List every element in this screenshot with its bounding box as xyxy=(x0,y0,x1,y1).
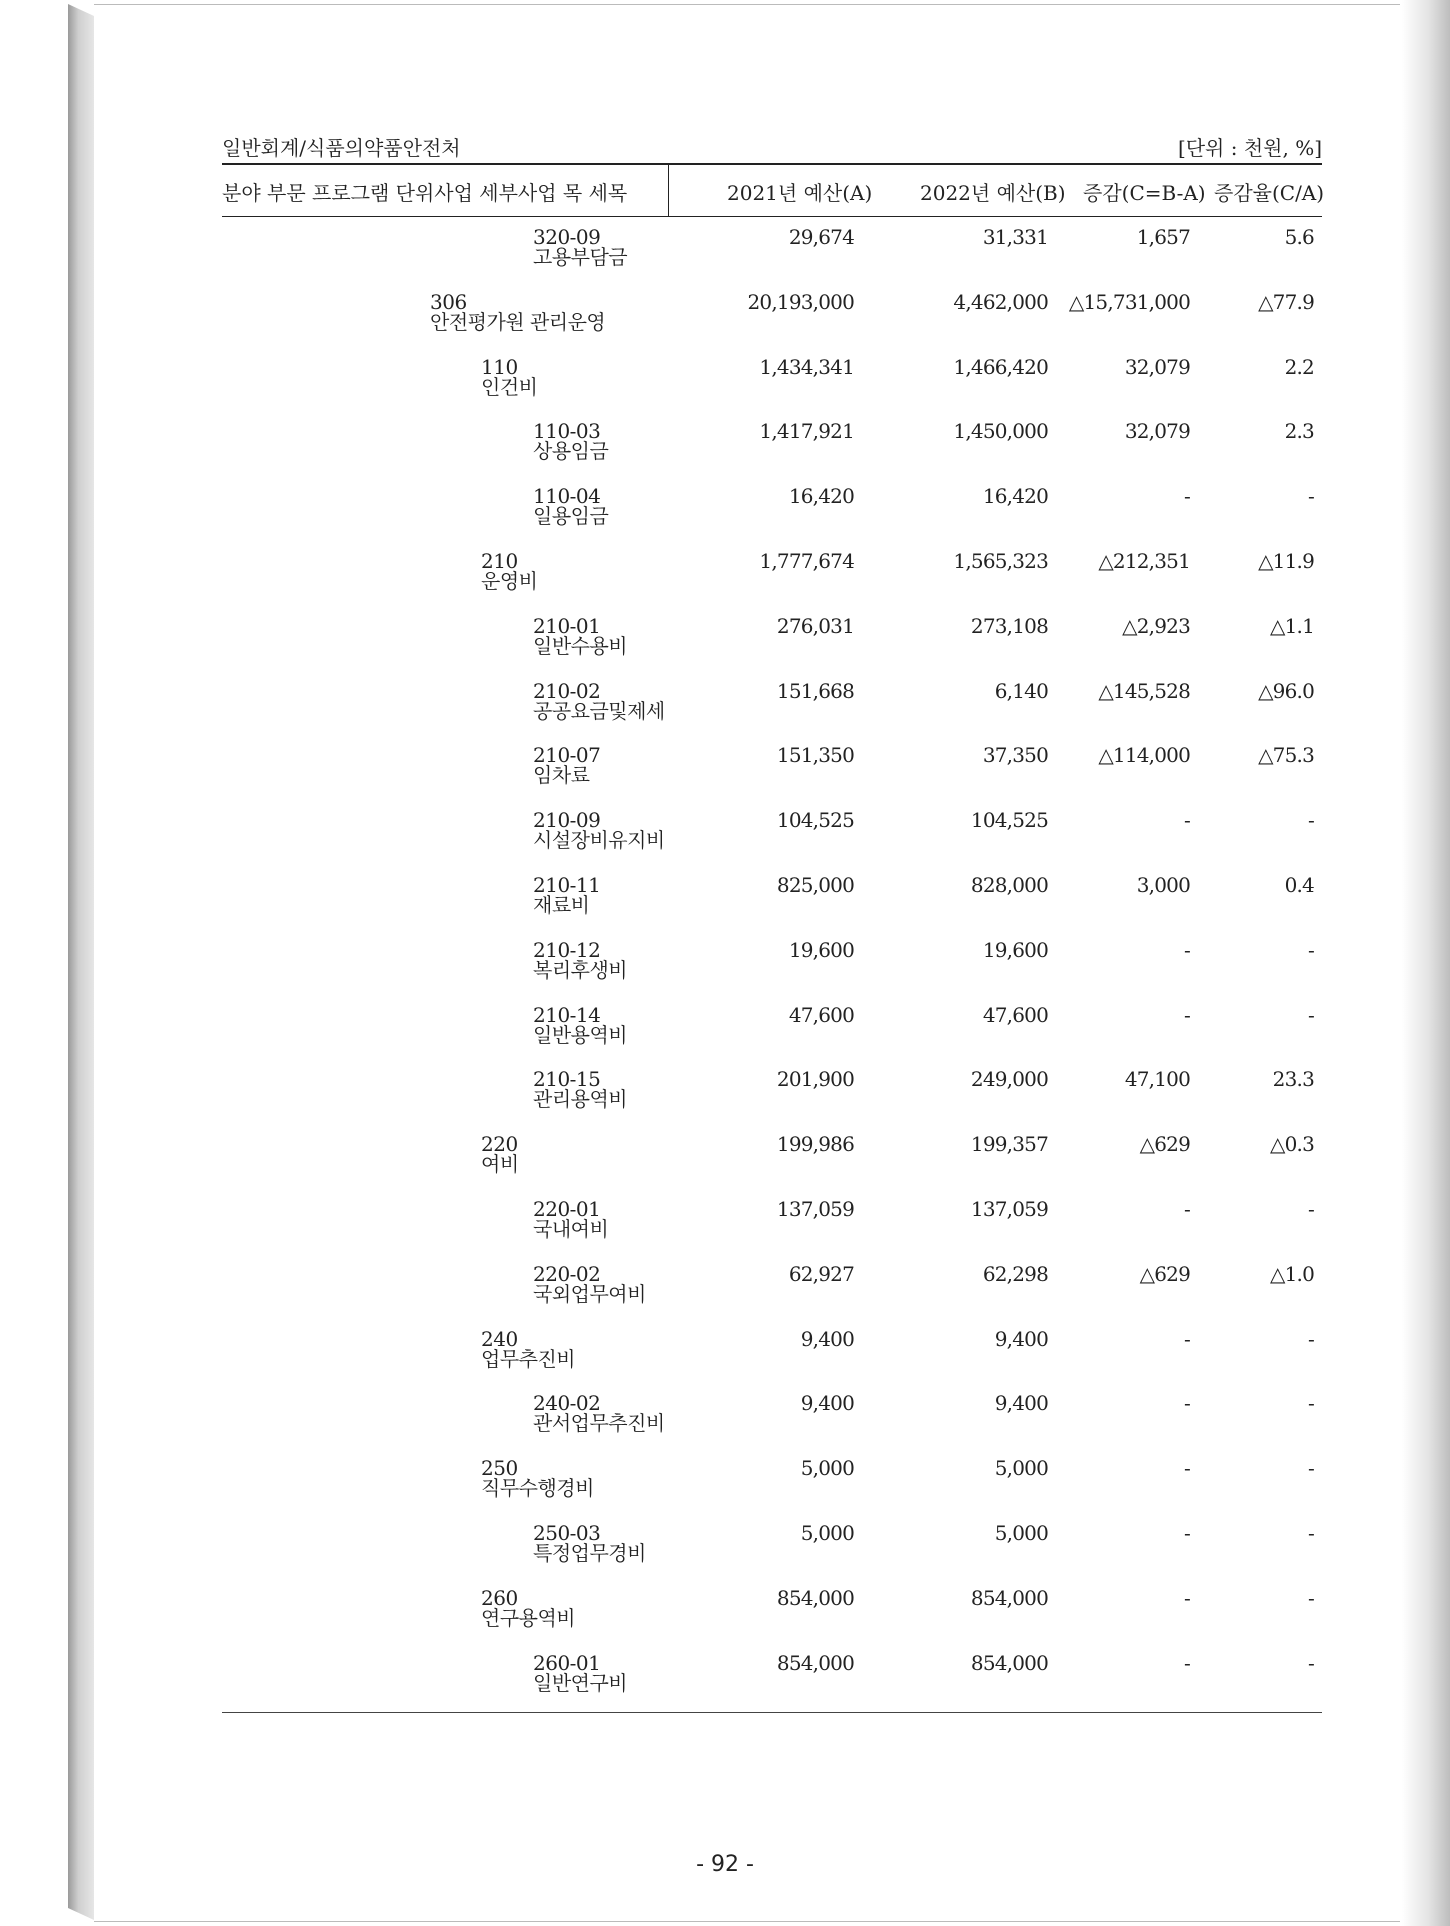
row-label: 일반연구비 xyxy=(533,1670,628,1695)
budget-2022-cell: 16,420 xyxy=(982,484,1048,509)
row-label: 시설장비유지비 xyxy=(533,828,665,853)
change-cell: - xyxy=(1184,1326,1190,1351)
row-code: 220 xyxy=(481,1132,518,1157)
table-row xyxy=(0,745,1450,809)
header-divider xyxy=(668,164,669,216)
change-rate-cell: - xyxy=(1308,808,1314,833)
change-rate-cell: - xyxy=(1308,484,1314,509)
table-bottom-rule xyxy=(222,1712,1322,1713)
row-code: 220-02 xyxy=(533,1261,601,1286)
row-code: 210-12 xyxy=(533,937,601,962)
row-label: 복리후생비 xyxy=(533,957,628,982)
change-cell: 1,657 xyxy=(1136,225,1190,249)
change-rate-cell: △0.3 xyxy=(1270,1132,1314,1157)
budget-2021-cell: 1,434,341 xyxy=(759,354,854,379)
column-header-hierarchy: 분야 부문 프로그램 단위사업 세부사업 목 세목 xyxy=(222,181,628,205)
change-cell: - xyxy=(1184,808,1190,833)
budget-2022-cell: 273,108 xyxy=(970,613,1048,638)
row-code: 260-01 xyxy=(533,1650,601,1675)
change-cell: △629 xyxy=(1139,1132,1190,1157)
row-label: 국내여비 xyxy=(533,1217,609,1241)
change-rate-cell: △77.9 xyxy=(1258,289,1314,314)
row-code: 210-02 xyxy=(533,678,601,703)
change-rate-cell: △1.0 xyxy=(1270,1261,1314,1286)
change-cell: - xyxy=(1184,484,1190,509)
change-cell: - xyxy=(1184,937,1190,962)
budget-2022-cell: 854,000 xyxy=(970,1650,1048,1675)
budget-2021-cell: 201,900 xyxy=(776,1067,854,1092)
table-header-rule xyxy=(222,216,1322,217)
change-rate-cell: 2.3 xyxy=(1284,419,1314,444)
change-rate-cell: △11.9 xyxy=(1258,549,1314,573)
budget-2022-cell: 19,600 xyxy=(982,937,1048,962)
table-row xyxy=(0,1458,1450,1522)
change-cell: 47,100 xyxy=(1124,1067,1190,1092)
change-rate-cell: - xyxy=(1308,1456,1314,1481)
row-code: 110-03 xyxy=(533,419,601,444)
change-cell: △2,923 xyxy=(1122,613,1190,638)
budget-2021-cell: 16,420 xyxy=(788,484,854,509)
change-rate-cell: △75.3 xyxy=(1258,743,1314,768)
change-rate-cell: 2.2 xyxy=(1284,354,1314,379)
change-cell: - xyxy=(1184,1521,1190,1545)
row-code: 240 xyxy=(481,1326,518,1351)
row-code: 110 xyxy=(481,354,518,379)
table-row xyxy=(0,421,1450,485)
budget-2021-cell: 9,400 xyxy=(800,1326,854,1351)
change-rate-cell: - xyxy=(1308,1585,1314,1610)
budget-2021-cell: 104,525 xyxy=(776,808,854,833)
table-row xyxy=(0,875,1450,939)
change-rate-cell: △96.0 xyxy=(1258,678,1314,703)
change-rate-cell: - xyxy=(1308,937,1314,962)
row-label: 관서업무추진비 xyxy=(533,1411,665,1436)
table-row xyxy=(0,1393,1450,1457)
table-row xyxy=(0,486,1450,550)
budget-2021-cell: 151,668 xyxy=(776,678,854,703)
document-title: 일반회계/식품의약품안전처 xyxy=(222,136,461,160)
row-code: 220-01 xyxy=(533,1197,601,1221)
row-code: 210-09 xyxy=(533,808,601,833)
row-label: 고용부담금 xyxy=(533,245,628,269)
budget-2021-cell: 5,000 xyxy=(800,1521,854,1545)
unit-label: [단위 : 천원, %] xyxy=(1177,136,1322,160)
table-row xyxy=(0,1069,1450,1133)
budget-2021-cell: 1,777,674 xyxy=(759,549,854,573)
change-cell: △145,528 xyxy=(1098,678,1190,703)
change-cell: △114,000 xyxy=(1098,743,1190,768)
budget-2021-cell: 29,674 xyxy=(788,225,854,249)
page-number: - 92 - xyxy=(696,1852,754,1877)
row-code: 210-07 xyxy=(533,743,601,768)
row-label: 여비 xyxy=(481,1152,519,1177)
row-label: 공공요금및제세 xyxy=(533,698,665,723)
budget-2021-cell: 854,000 xyxy=(776,1650,854,1675)
row-code: 306 xyxy=(430,289,467,314)
change-cell: - xyxy=(1184,1456,1190,1481)
budget-2021-cell: 276,031 xyxy=(776,613,854,638)
table-row xyxy=(0,1199,1450,1263)
change-rate-cell: 5.6 xyxy=(1284,225,1314,249)
budget-2022-cell: 47,600 xyxy=(982,1002,1048,1027)
row-label: 상용임금 xyxy=(533,439,609,464)
budget-2022-cell: 62,298 xyxy=(982,1261,1048,1286)
budget-2022-cell: 854,000 xyxy=(970,1585,1048,1610)
table-row xyxy=(0,354,1450,421)
budget-2022-cell: 5,000 xyxy=(994,1456,1048,1481)
table-row xyxy=(0,678,1450,745)
row-code: 240-02 xyxy=(533,1391,601,1416)
change-rate-cell: 23.3 xyxy=(1272,1067,1314,1092)
change-cell: - xyxy=(1184,1585,1190,1610)
row-label: 일반용역비 xyxy=(533,1022,628,1047)
column-header-rate: 증감율(C/A) xyxy=(1214,181,1325,205)
table-row xyxy=(0,1261,1450,1328)
table-row xyxy=(0,1002,1450,1069)
budget-2022-cell: 104,525 xyxy=(970,808,1048,833)
budget-2021-cell: 20,193,000 xyxy=(747,289,854,314)
change-cell: 32,079 xyxy=(1124,419,1190,444)
budget-2022-cell: 828,000 xyxy=(970,873,1048,897)
budget-2022-cell: 1,450,000 xyxy=(953,419,1048,444)
budget-2022-cell: 137,059 xyxy=(970,1197,1048,1221)
change-cell: - xyxy=(1184,1002,1190,1027)
table-top-rule xyxy=(222,163,1322,165)
table-row xyxy=(0,1523,1450,1587)
row-code: 210-15 xyxy=(533,1067,601,1092)
table-row xyxy=(0,810,1450,874)
table-row xyxy=(0,1585,1450,1652)
change-cell: △15,731,000 xyxy=(1068,289,1190,314)
budget-2021-cell: 47,600 xyxy=(788,1002,854,1027)
budget-2022-cell: 9,400 xyxy=(994,1326,1048,1351)
row-code: 210 xyxy=(481,549,518,573)
row-code: 320-09 xyxy=(533,225,601,249)
table-row xyxy=(0,613,1450,680)
row-label: 일용임금 xyxy=(533,504,609,529)
budget-2021-cell: 19,600 xyxy=(788,937,854,962)
row-code: 260 xyxy=(481,1585,518,1610)
change-cell: - xyxy=(1184,1650,1190,1675)
change-rate-cell: 0.4 xyxy=(1284,873,1314,897)
change-cell: 3,000 xyxy=(1136,873,1190,897)
change-rate-cell: - xyxy=(1308,1521,1314,1545)
row-label: 안전평가원 관리운영 xyxy=(430,309,606,334)
row-code: 250-03 xyxy=(533,1521,601,1545)
budget-2021-cell: 199,986 xyxy=(776,1132,854,1157)
row-label: 업무추진비 xyxy=(481,1346,576,1371)
budget-2021-cell: 854,000 xyxy=(776,1585,854,1610)
row-label: 직무수행경비 xyxy=(481,1476,594,1501)
budget-2022-cell: 249,000 xyxy=(970,1067,1048,1092)
budget-2022-cell: 199,357 xyxy=(970,1132,1048,1157)
change-cell: △629 xyxy=(1139,1261,1190,1286)
change-rate-cell: △1.1 xyxy=(1270,613,1314,638)
budget-2022-cell: 37,350 xyxy=(982,743,1048,768)
table-row xyxy=(0,937,1450,1004)
change-rate-cell: - xyxy=(1308,1650,1314,1675)
table-row xyxy=(0,551,1450,615)
table-row xyxy=(0,227,1450,291)
budget-2021-cell: 9,400 xyxy=(800,1391,854,1416)
budget-2021-cell: 5,000 xyxy=(800,1456,854,1481)
budget-2021-cell: 1,417,921 xyxy=(759,419,854,444)
column-header-2021: 2021년 예산(A) xyxy=(727,181,873,205)
budget-2022-cell: 9,400 xyxy=(994,1391,1048,1416)
row-label: 일반수용비 xyxy=(533,633,628,658)
change-cell: △212,351 xyxy=(1098,549,1190,573)
table-row xyxy=(0,1134,1450,1198)
table-row xyxy=(0,1650,1450,1717)
change-cell: - xyxy=(1184,1197,1190,1221)
row-label: 인건비 xyxy=(481,374,538,399)
row-code: 110-04 xyxy=(533,484,601,509)
budget-2021-cell: 137,059 xyxy=(776,1197,854,1221)
budget-2022-cell: 31,331 xyxy=(982,225,1048,249)
change-cell: 32,079 xyxy=(1124,354,1190,379)
budget-2022-cell: 1,466,420 xyxy=(953,354,1048,379)
row-code: 210-14 xyxy=(533,1002,601,1027)
change-rate-cell: - xyxy=(1308,1391,1314,1416)
budget-2021-cell: 62,927 xyxy=(788,1261,854,1286)
budget-2022-cell: 4,462,000 xyxy=(953,289,1048,314)
row-code: 210-11 xyxy=(533,873,601,897)
change-rate-cell: - xyxy=(1308,1326,1314,1351)
row-code: 210-01 xyxy=(533,613,601,638)
row-code: 250 xyxy=(481,1456,518,1481)
row-label: 관리용역비 xyxy=(533,1087,628,1112)
budget-2022-cell: 5,000 xyxy=(994,1521,1048,1545)
row-label: 운영비 xyxy=(481,569,538,593)
budget-2021-cell: 151,350 xyxy=(776,743,854,768)
row-label: 국외업무여비 xyxy=(533,1281,646,1306)
row-label: 연구용역비 xyxy=(481,1605,576,1630)
table-row xyxy=(0,1326,1450,1393)
column-header-2022: 2022년 예산(B) xyxy=(920,181,1066,205)
change-rate-cell: - xyxy=(1308,1197,1314,1221)
column-header-change: 증감(C=B-A) xyxy=(1083,181,1206,205)
row-label: 특정업무경비 xyxy=(533,1541,646,1565)
budget-2022-cell: 6,140 xyxy=(994,678,1048,703)
change-cell: - xyxy=(1184,1391,1190,1416)
budget-2021-cell: 825,000 xyxy=(776,873,854,897)
budget-2022-cell: 1,565,323 xyxy=(953,549,1048,573)
change-rate-cell: - xyxy=(1308,1002,1314,1027)
table-row xyxy=(0,289,1450,356)
row-label: 임차료 xyxy=(533,763,590,788)
row-label: 재료비 xyxy=(533,893,590,917)
